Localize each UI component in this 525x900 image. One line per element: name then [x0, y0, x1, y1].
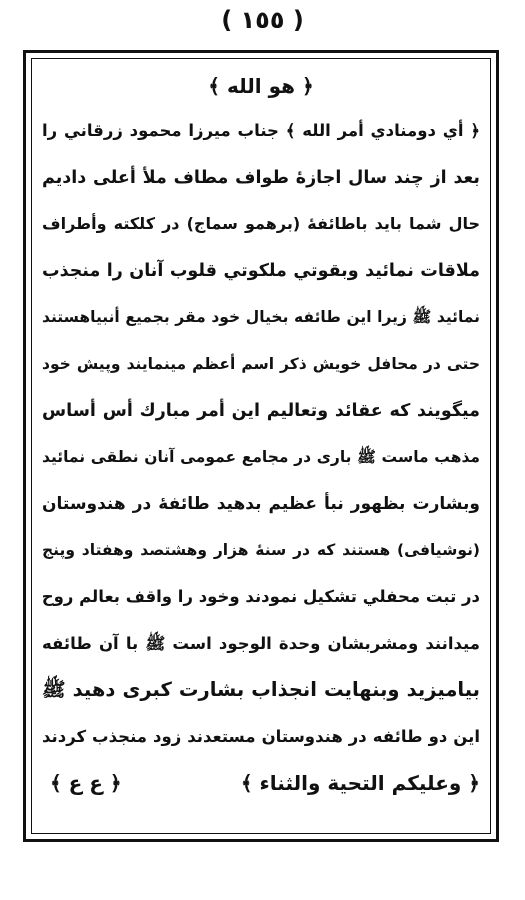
closing-blessing: ﴿ وعليكم التحية والثناء ﴾ [240, 771, 480, 796]
tablet-text [42, 64, 480, 828]
text-line: نمائید ﷺ زیرا این طائفه بخیال خود مقر بجمیع أنبیاهستند [42, 308, 480, 327]
text-line: میگویند كه عقائد وتعالیم این أمر مبارك أس أساس [42, 400, 480, 421]
text-line: بیامیزید وبنهایت انجذاب بشارت کبری دهید ﷺ [42, 678, 480, 702]
signature: ﴿ ع ع ﴾ [50, 771, 122, 796]
text-line: ملاقات نمائید وبقوتي ملكوتي قلوب آنان را منجذب [42, 260, 480, 281]
text-line: حتی در محافل خویش ذکر اسم أعظم مینمایند وپیش خود [42, 354, 480, 373]
text-line: (نوشیافی) هستند كه در سنهٔ هزار وهشتصد وهفتاد وپنج [42, 541, 480, 560]
text-line: این دو طائفه در هندوستان مستعدند زود منجذب كردند [42, 726, 480, 746]
page-number: ( ١٥٥ ) [221, 6, 304, 34]
text-line: در تبت محفلي تشكیل نمودند وخود را واقف بعالم روح [42, 586, 480, 606]
closing-row [42, 760, 480, 806]
text-line: حال شما باید باطائفهٔ (برهمو سماج) در كلكته وأطراف [42, 214, 480, 234]
text-line: میدانند ومشربشان وحدة الوجود است ﷺ با آن طائفه [42, 633, 480, 653]
text-line: مذهب ماست ﷺ باری در مجامع عمومی آنان نطقی نمائید [42, 448, 480, 467]
page-heading: ﴿ هو الله ﴾ [208, 74, 314, 98]
text-line: بعد از چند سال اجازهٔ طواف مطاف ملأ أعلى دادیم [42, 167, 480, 188]
text-line: ﴿ أي دومنادي أمر الله ﴾ جناب ميرزا محمود زرقاني را [42, 121, 480, 140]
text-line: وبشارت بظهور نبأ عظیم بدهید طائفهٔ در هندوستان [42, 493, 480, 514]
